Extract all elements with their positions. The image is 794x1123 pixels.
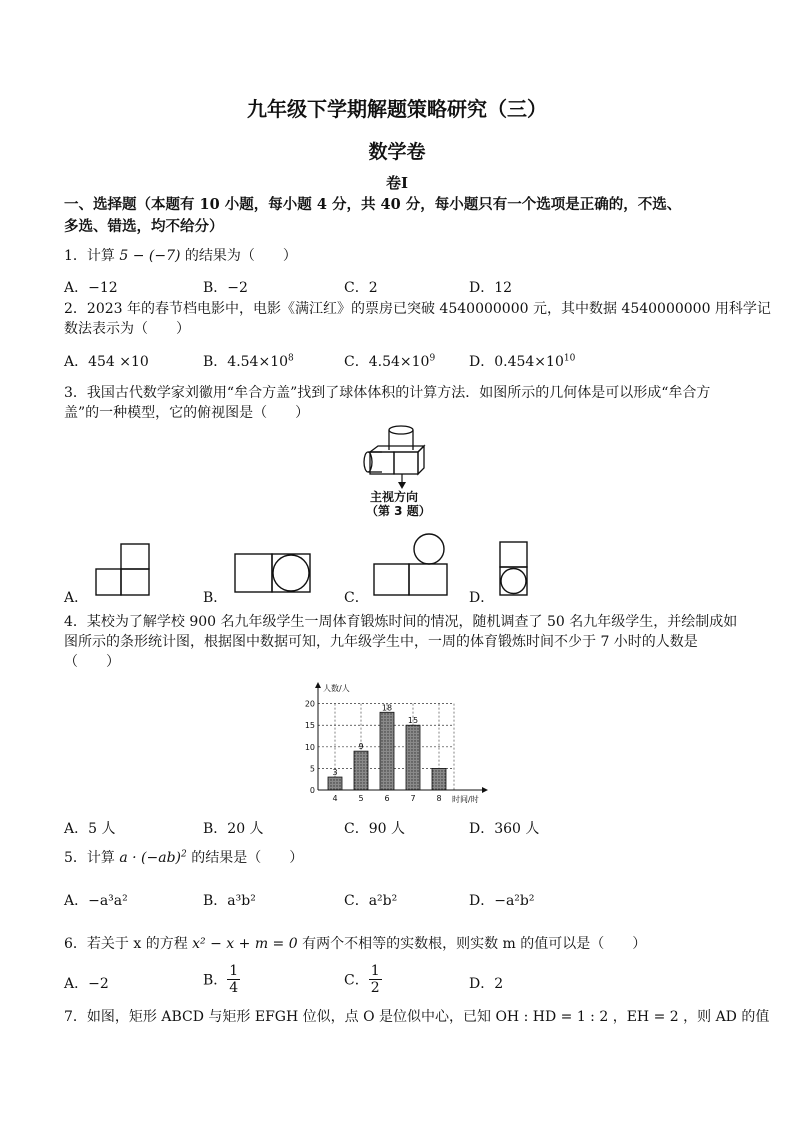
q3-option-a[interactable]: A．: [64, 590, 89, 606]
q5-post: 的结果是（ ）: [186, 850, 304, 866]
x-tick-label-8: 8: [436, 794, 442, 803]
q1-option-b[interactable]: B．−2: [203, 280, 248, 296]
question-4-line1: 4．某校为了解学校 900 名九年级学生一周体育锻炼时间的情况，随机调查了 50 名九年级学生，并绘制成如: [64, 614, 738, 630]
q4-option-d[interactable]: D．360 人: [469, 821, 540, 837]
x-tick-label-7: 7: [410, 794, 416, 803]
q1-pre: 1．计算: [64, 248, 120, 264]
q2-option-c-base: C．4.54×10: [344, 354, 430, 370]
q2-option-d-exp: 10: [563, 353, 576, 364]
question-4-line2: 图所示的条形统计图，根据图中数据可知，九年级学生中，一周的体育锻炼时间不少于 7 小时的人数是: [64, 634, 698, 650]
q6-option-b[interactable]: [203, 963, 240, 996]
x-axis-arrow: [482, 787, 488, 793]
q6-option-b-fraction: [227, 963, 240, 996]
q6-option-b-denominator: 4: [229, 980, 239, 996]
bar-4: [328, 777, 342, 790]
y-tick-label-0: 0: [309, 786, 315, 795]
y-tick-label-15: 15: [304, 721, 315, 731]
question-1: [64, 245, 297, 265]
q3-option-b-figure[interactable]: [233, 552, 313, 596]
question-3-line1: 3．我国古代数学家刘徽用“牟合方盖”找到了球体体积的计算方法．如图所示的几何体是可以形成“牟合方: [64, 385, 711, 401]
q3-option-c-figure[interactable]: [372, 532, 450, 598]
q5-option-b[interactable]: B．a³b²: [203, 893, 256, 909]
q3-figure-caption: （第 3 题）: [366, 504, 431, 518]
q6-option-c-fraction: [369, 963, 382, 996]
q5-option-c[interactable]: C．a²b²: [344, 893, 398, 909]
q1-option-d[interactable]: D．12: [469, 280, 513, 296]
bar-label-5: 9: [358, 742, 364, 752]
q2-option-a[interactable]: A．454 ×10: [64, 354, 149, 370]
q6-option-c-numerator: 1: [370, 963, 380, 979]
q6-option-a[interactable]: A．−2: [64, 976, 109, 992]
q2-option-c[interactable]: [344, 351, 435, 371]
q5-expr: $a \cdot (-ab)^2$: [119, 849, 187, 866]
q3-figure-label: 主视方向: [370, 490, 419, 504]
q3-option-a-figure[interactable]: [94, 542, 154, 598]
paper-title: 九年级下学期解题策略研究（三）: [247, 97, 547, 121]
question-2-line2: 数法表示为（ ）: [64, 321, 190, 337]
q1-post: 的结果为（ ）: [180, 248, 297, 264]
question-5: [64, 847, 303, 867]
x-tick-label-6: 6: [384, 794, 390, 803]
q2-option-c-exp: 9: [429, 353, 436, 364]
q1-expr: 5 − (−7): [119, 248, 181, 264]
q6-post: 有两个不相等的实数根，则实数 m 的值可以是（ ）: [297, 936, 647, 952]
y-tick-label-10: 10: [304, 742, 315, 752]
q6-eq: x² − x + m = 0: [192, 936, 298, 952]
x-tick-label-4: 4: [332, 794, 338, 803]
q1-option-a[interactable]: A．−12: [64, 280, 118, 296]
q3-option-b[interactable]: B．: [203, 590, 228, 606]
q6-pre: 6．若关于 x 的方程: [64, 936, 193, 952]
q3-option-d-figure[interactable]: [498, 540, 530, 598]
bar-8: [432, 768, 446, 790]
q6-option-d[interactable]: D．2: [469, 976, 504, 992]
q2-option-b-exp: 8: [288, 353, 294, 364]
paper-subtitle: 数学卷: [368, 141, 426, 163]
q5-pre: 5．计算: [64, 850, 120, 866]
q4-option-b[interactable]: B．20 人: [203, 821, 264, 837]
q6-option-c[interactable]: [344, 963, 382, 996]
q4-option-a[interactable]: A．5 人: [64, 821, 116, 837]
question-2-line1: 2．2023 年的春节档电影中，电影《满江红》的票房已突破 4540000000 元，其中数据 4540000000 用科学记: [64, 301, 771, 317]
bar-label-4: 3: [332, 768, 338, 778]
q5-option-d[interactable]: D．−a²b²: [469, 893, 535, 909]
y-tick-label-20: 20: [304, 699, 315, 709]
bar-6: [380, 712, 394, 790]
bar-label-7: 15: [407, 716, 419, 726]
q2-option-d[interactable]: [469, 351, 575, 371]
question-7-line1: 7．如图，矩形 ABCD 与矩形 EFGH 位似，点 O 是位似中心，已知 OH : HD = 1 : 2 ，EH = 2 ，则 AD 的值: [64, 1009, 770, 1025]
q3-solid-figure: [360, 422, 440, 490]
q5-option-a[interactable]: A．−a³a²: [64, 893, 128, 909]
q2-option-b-base: B．4.54×10: [203, 354, 289, 370]
section-heading-line1: 一、选择题（本题有 10 小题，每小题 4 分，共 40 分，每小题只有一个选项是正确的，不选、: [64, 196, 682, 213]
q2-option-d-base: D．0.454×10: [469, 354, 564, 370]
x-axis-label: 时间/时: [452, 795, 479, 804]
question-4-line3: （ ）: [64, 654, 120, 670]
x-tick-label-5: 5: [358, 794, 364, 803]
q6-option-c-label: C．: [344, 972, 369, 989]
bar-5: [354, 751, 368, 790]
q4-option-c[interactable]: C．90 人: [344, 821, 405, 837]
q4-bar-chart: [300, 680, 500, 810]
q6-option-b-numerator: 1: [229, 963, 239, 979]
y-axis-arrow: [315, 682, 321, 688]
q6-option-c-denominator: 2: [370, 980, 380, 996]
volume-label: 卷Ⅰ: [385, 174, 409, 192]
q3-option-c[interactable]: C．: [344, 590, 369, 606]
y-tick-label-5: 5: [309, 764, 315, 774]
section-heading-line2: 多选、错选，均不给分）: [64, 218, 224, 235]
bar-7: [406, 725, 420, 790]
q1-option-c[interactable]: C．2: [344, 280, 378, 296]
q6-option-b-label: B．: [203, 972, 228, 989]
question-3-line2: 盖”的一种模型，它的俯视图是（ ）: [64, 405, 310, 421]
q3-option-d[interactable]: D．: [469, 590, 495, 606]
bar-label-6: 18: [381, 703, 393, 713]
y-axis-label: 人数/人: [323, 684, 350, 693]
question-6: [64, 933, 646, 953]
q2-option-b[interactable]: [203, 351, 294, 371]
